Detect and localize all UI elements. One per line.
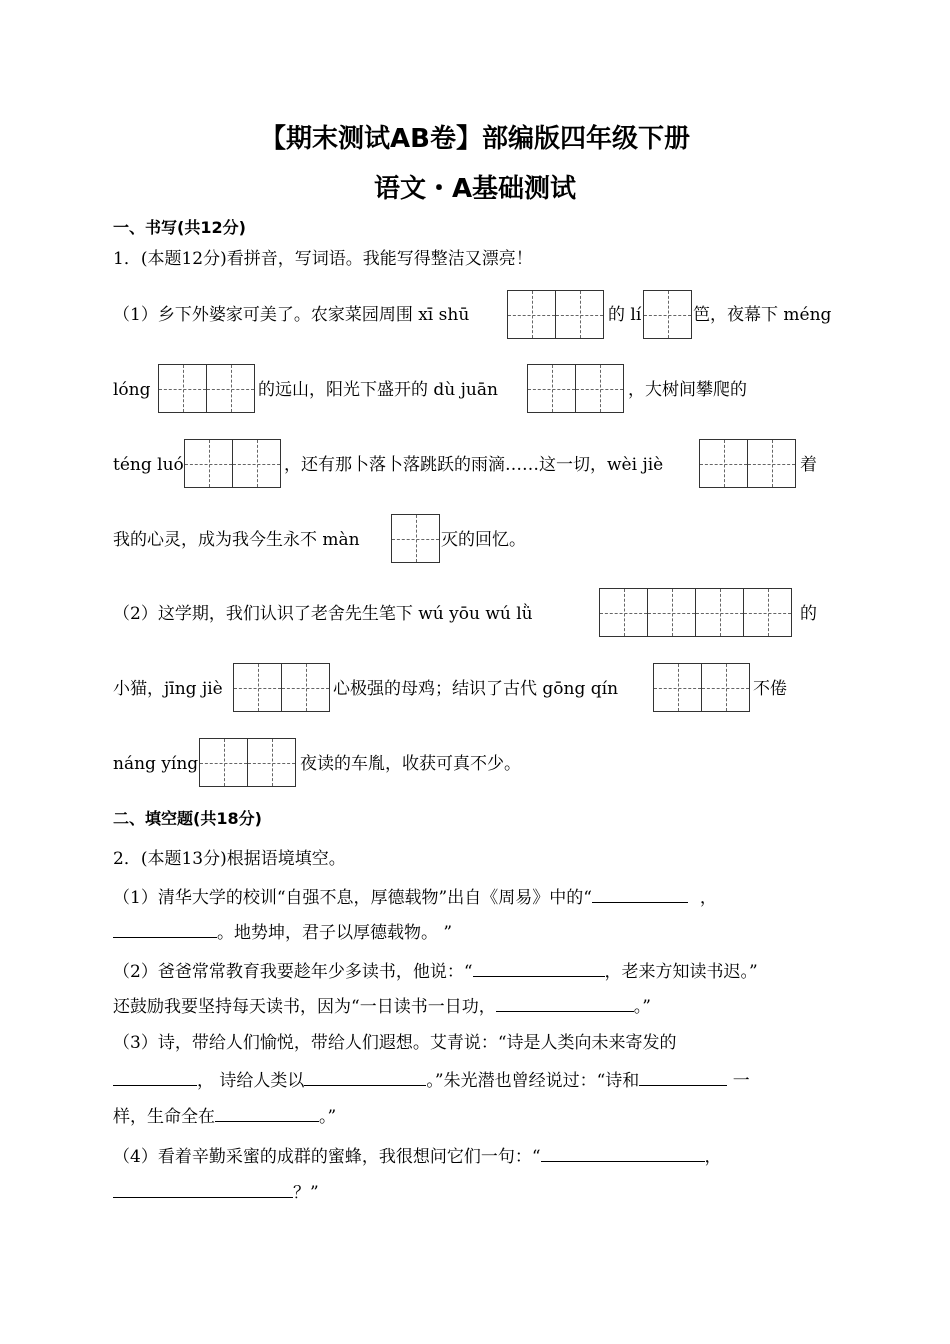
answer-grid-menglong[interactable] bbox=[158, 364, 254, 413]
grid-cell[interactable] bbox=[391, 514, 440, 563]
answer-grid-xishu[interactable] bbox=[507, 290, 603, 339]
blank[interactable] bbox=[473, 958, 605, 977]
p2-l1-a: （2）这学期，我们认识了老舍先生笔下 wú yōu wú lǜ bbox=[113, 604, 533, 624]
p2-l2-a: 小猫，jīng jiè bbox=[113, 679, 223, 699]
p1-l1-a: （1）乡下外婆家可美了。农家菜园周围 xī shū bbox=[113, 305, 470, 325]
blank[interactable] bbox=[304, 1067, 426, 1086]
s4-c: ？” bbox=[293, 1183, 319, 1203]
grid-cell[interactable] bbox=[199, 738, 248, 787]
grid-cell[interactable] bbox=[281, 663, 330, 712]
p1-l1-b: 的 lí bbox=[608, 305, 642, 325]
s1-c: 。地势坤，君子以厚德载物。 ” bbox=[217, 923, 453, 943]
q2-intro: 2．(本题13分)根据语境填空。 bbox=[113, 849, 346, 869]
grid-cell[interactable] bbox=[743, 588, 792, 637]
grid-cell[interactable] bbox=[527, 364, 576, 413]
answer-grid-man[interactable] bbox=[391, 514, 439, 563]
section2-heading: 二、填空题(共18分) bbox=[113, 809, 262, 828]
p1-l3-c: 着 bbox=[800, 455, 817, 475]
p1-l4-a: 我的心灵，成为我今生永不 màn bbox=[113, 530, 360, 550]
s3-d: 一 bbox=[727, 1071, 750, 1091]
s1-b: ， bbox=[699, 888, 717, 908]
fill-line-4 bbox=[113, 993, 651, 1019]
p2-l1-b: 的 bbox=[800, 604, 817, 624]
grid-cell[interactable] bbox=[206, 364, 255, 413]
s4-a: （4）看着辛勤采蜜的成群的蜜蜂，我很想问它们一句：“ bbox=[113, 1147, 541, 1167]
grid-cell[interactable] bbox=[158, 364, 207, 413]
s2-c: 还鼓励我要坚持每天读书，因为“一日读书一日功， bbox=[113, 997, 496, 1017]
s1-a: （1）清华大学的校训“自强不息，厚德载物”出自《周易》中的“ bbox=[113, 888, 592, 908]
s2-a: （2）爸爸常常教育我要趁年少多读书，他说：“ bbox=[113, 962, 473, 982]
grid-cell[interactable] bbox=[599, 588, 648, 637]
p1-l1-c: 笆，夜幕下 méng bbox=[693, 305, 832, 325]
p2-l3-a: náng yíng bbox=[113, 754, 199, 774]
fill-line-8 bbox=[113, 1143, 722, 1169]
grid-cell[interactable] bbox=[643, 290, 692, 339]
s4-b: ， bbox=[704, 1147, 722, 1167]
blank[interactable] bbox=[639, 1067, 727, 1086]
answer-grid-weijie[interactable] bbox=[699, 439, 795, 488]
section1-heading: 一、书写(共12分) bbox=[113, 218, 246, 237]
fill-line-3 bbox=[113, 958, 758, 984]
s2-d: 。” bbox=[633, 997, 651, 1017]
p2-l3-b: 夜读的车胤，收获可真不少。 bbox=[300, 754, 521, 774]
fill-line-9 bbox=[113, 1179, 319, 1205]
blank[interactable] bbox=[592, 884, 688, 903]
grid-cell[interactable] bbox=[699, 439, 748, 488]
grid-cell[interactable] bbox=[695, 588, 744, 637]
grid-cell[interactable] bbox=[647, 588, 696, 637]
p1-l4-b: 灭的回忆。 bbox=[441, 530, 526, 550]
p1-l2-b: 的远山，阳光下盛开的 dù juān bbox=[258, 380, 498, 400]
s3-f: 。” bbox=[319, 1107, 337, 1127]
blank[interactable] bbox=[215, 1103, 319, 1122]
fill-line-1 bbox=[113, 884, 717, 910]
p2-l2-c: 不倦 bbox=[753, 679, 787, 699]
s2-b: ，老来方知读书迟。” bbox=[604, 962, 758, 982]
answer-grid-jingjie[interactable] bbox=[233, 663, 329, 712]
grid-cell[interactable] bbox=[575, 364, 624, 413]
p1-l2-c: ，大树间攀爬的 bbox=[628, 380, 747, 400]
s3-b: ， 诗给人类以 bbox=[197, 1071, 305, 1091]
blank[interactable] bbox=[113, 919, 217, 938]
grid-cell[interactable] bbox=[555, 290, 604, 339]
answer-grid-gongqin[interactable] bbox=[653, 663, 749, 712]
grid-cell[interactable] bbox=[507, 290, 556, 339]
blank[interactable] bbox=[113, 1067, 197, 1086]
answer-grid-dujuan[interactable] bbox=[527, 364, 623, 413]
grid-cell[interactable] bbox=[184, 439, 233, 488]
grid-cell[interactable] bbox=[232, 439, 281, 488]
p2-l2-b: 心极强的母鸡；结识了古代 gōng qín bbox=[333, 679, 619, 699]
p1-l3-b: ，还有那卜落卜落跳跃的雨滴……这一切，wèi jiè bbox=[284, 455, 664, 475]
blank[interactable] bbox=[496, 993, 634, 1012]
page-subtitle: 语文・A基础测试 bbox=[373, 174, 577, 204]
s3-c: 。”朱光潜也曾经说过：“诗和 bbox=[426, 1071, 640, 1091]
answer-grid-wuyouwulv[interactable] bbox=[599, 588, 791, 637]
fill-line-7 bbox=[113, 1103, 336, 1129]
grid-cell[interactable] bbox=[247, 738, 296, 787]
grid-cell[interactable] bbox=[653, 663, 702, 712]
p1-l2-a: lóng bbox=[113, 380, 151, 400]
fill-line-2 bbox=[113, 919, 452, 945]
s3-e: 样，生命全在 bbox=[113, 1107, 215, 1127]
grid-cell[interactable] bbox=[747, 439, 796, 488]
answer-grid-tengluo[interactable] bbox=[184, 439, 280, 488]
fill-line-5: （3）诗，带给人们愉悦，带给人们遐想。艾青说：“诗是人类向未来寄发的 bbox=[113, 1033, 677, 1053]
grid-cell[interactable] bbox=[233, 663, 282, 712]
answer-grid-li[interactable] bbox=[643, 290, 691, 339]
p1-l3-a: téng luó bbox=[113, 455, 184, 475]
answer-grid-nangying[interactable] bbox=[199, 738, 295, 787]
blank[interactable] bbox=[113, 1179, 293, 1198]
fill-line-6 bbox=[113, 1067, 750, 1093]
q1-intro: 1．(本题12分)看拼音，写词语。我能写得整洁又漂亮！ bbox=[113, 249, 533, 269]
page-title: 【期末测试AB卷】部编版四年级下册 bbox=[260, 124, 690, 154]
grid-cell[interactable] bbox=[701, 663, 750, 712]
blank[interactable] bbox=[541, 1143, 705, 1162]
